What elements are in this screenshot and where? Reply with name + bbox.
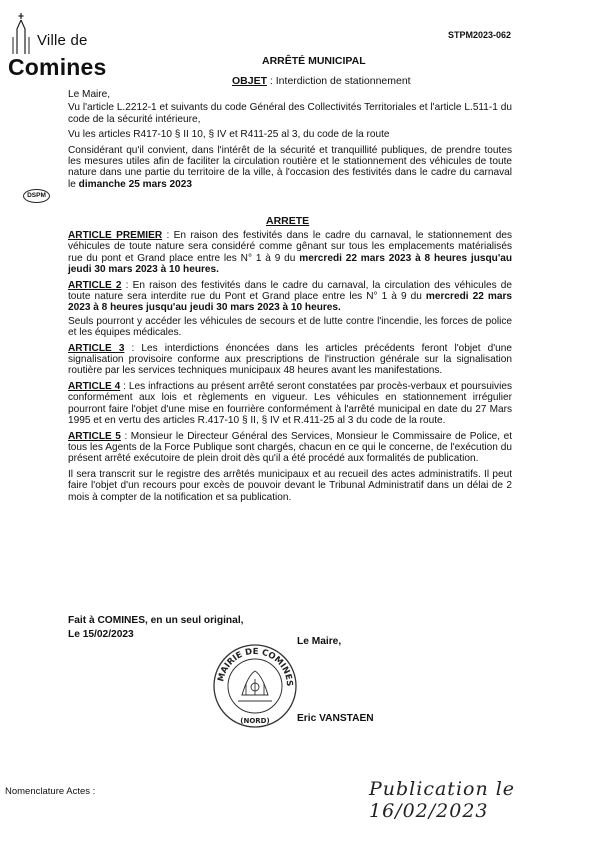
fait-date: Le 15/02/2023 (68, 629, 134, 640)
church-logo-icon (10, 11, 32, 55)
preamble-considerant: Considérant qu'il convient, dans l'intérêt de la sécurité et tranquillité publiques, de prendre toutes les mesures utiles afin de faciliter la circulation routière et le stationnement des véhicules de toute nature dans une partie du territoire de la ville, à l'occasion des festivités dans le cadre du carnaval le dimanche 25 mars 2023 (68, 144, 512, 190)
objet-text: : Interdiction de stationnement (267, 75, 411, 87)
closing-paragraph: Il sera transcrit sur le registre des arrêtés municipaux et au recueil des actes administratifs. Il peut faire l'objet d'un recours pour excès de pouvoir devant le Tribunal Administratif dans un délai de 2 mois à compter de la notification et sa publication. (68, 468, 512, 503)
logo-title: Comines (8, 54, 107, 80)
article-2: ARTICLE 2 : En raison des festivités dans le cadre du carnaval, la circulation des véhicules de toute nature sera interdite rue du Pont et Grand place entre les N° 1 à 9 du mercredi 22 mars 2023 à 8 heures jusqu'au jeudi 30 mars 2023 à 10 heures. (68, 279, 513, 314)
nomenclature-label: Nomenclature Actes : (5, 786, 96, 797)
article-2-extra: Seuls pourront y accéder les véhicules de secours et de lutte contre l'incendie, les forces de police et les équipes médicales. (68, 315, 512, 339)
objet-label: OBJET (232, 75, 268, 87)
article-4: ARTICLE 4 : Les infractions au présent arrêté seront constatées par procès-verbaux et poursuivies conformément aux lois et règlements en vigueur. Les véhicules en stationnement irrégulier pourront faire l'objet d'une mise en fourrière conformément à l'arrêté municipal en date du 27 Mars 1995 et en vertu des articles R.417-10 § II, § IV et R.411-25 al 3 du code de la route. (68, 380, 513, 427)
dspm-badge: DSPM (23, 189, 50, 203)
preamble (68, 89, 512, 194)
stamp-bottom-text: (NORD) (240, 717, 270, 725)
preamble-line: Vu l'article L.2212-1 et suivants du code Général des Collectivités Territoriales et l'article L.511-1 du code de la sécurité intérieure, (68, 102, 512, 125)
logo-subtitle: Ville de (37, 32, 88, 49)
objet-line (232, 75, 411, 87)
document-reference: STPM2023-062 (448, 30, 512, 40)
page-title: ARRÊTÉ MUNICIPAL (262, 55, 366, 67)
mairie-stamp-icon (212, 643, 298, 729)
article-1: ARTICLE PREMIER : En raison des festivités dans le cadre du carnaval, le stationnement des véhicules de toute nature sera considéré comme gênant sur tous les emplacements matérialisés rue du pont et Grand place entre les N° 1 à 9 du mercredi 22 mars 2023 à 8 heures jusqu'au jeudi 30 mars 2023 à 10 heures. (68, 230, 513, 276)
preamble-line: Vu les articles R417-10 § II 10, § IV et R411-25 al 3, du code de la route (68, 129, 390, 141)
articles (68, 230, 512, 507)
arrete-heading: ARRETE (266, 215, 310, 227)
handwritten-publication-note: Publication le 16/02/2023 (369, 778, 516, 822)
article-5: ARTICLE 5 : Monsieur le Directeur Général des Services, Monsieur le Commissaire de Police, et tous les Agents de la Force Publique sont chargés, chacun en ce qui le concerne, de l'exécution du présent arrêté exécutoire de plein droit dès qu'il a été procédé aux formalités de publication. (68, 430, 513, 465)
signature-name: Eric VANSTAEN (297, 713, 374, 724)
stamp-ring-text: MAIRIE DE COMINES (216, 646, 295, 687)
article-3: ARTICLE 3 : Les interdictions énoncées dans les articles précédents feront l'objet d'une signalisation provisoire conforme aux prescriptions de l'instruction générale sur la signalisation routière par les services techniques municipaux 48 heures avant les manifestations. (68, 342, 512, 377)
preamble-line: Le Maire, (68, 89, 111, 100)
fait-block (68, 614, 243, 642)
signature-title: Le Maire, (297, 636, 342, 647)
fait-line: Fait à COMINES, en un seul original, (68, 615, 244, 626)
